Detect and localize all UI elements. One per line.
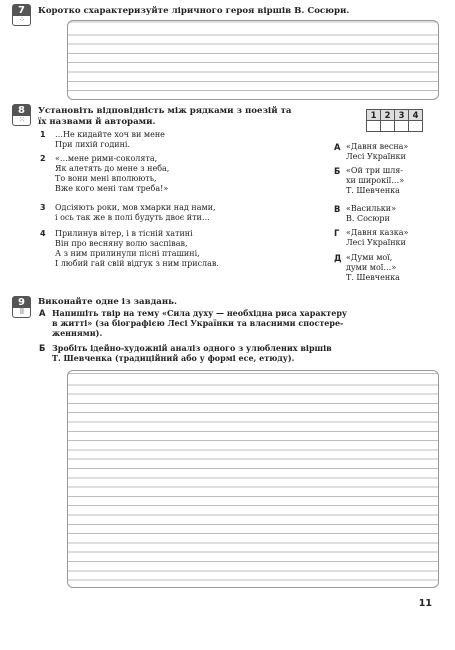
- task-prompt-line: їх назвами й авторами.: [38, 116, 156, 127]
- task-8: [12, 104, 442, 290]
- task-prompt-line: Установіть відповідність між рядками з поезій та: [38, 106, 292, 116]
- difficulty-dots-icon: ⠿: [19, 308, 24, 316]
- option-line: «Ой три шля-: [346, 166, 404, 175]
- quote-line: Вже кого мені там треба!»: [55, 184, 169, 193]
- answer-lines-box[interactable]: [67, 20, 439, 100]
- quote-line: і ось так же в полі будуть двоє йти…: [55, 213, 210, 222]
- quote-line: При лихій годині.: [55, 140, 131, 149]
- option-line: женнями).: [52, 328, 103, 338]
- answer-lines-box[interactable]: [67, 370, 439, 588]
- quote-number: 2: [40, 154, 46, 163]
- option-line: Лесі Українки: [346, 238, 406, 247]
- option-letter: Г: [334, 228, 340, 238]
- option-line: в житті» (за біографією Лесі Українки та власними спостере-: [52, 318, 344, 328]
- difficulty-dots-icon: ⁙: [19, 116, 24, 124]
- answer-grid-header: 3: [395, 110, 409, 121]
- option-line: Напишіть твір на тему «Сила духу — необхідна риса характеру: [52, 308, 348, 318]
- option-line: «Думи мої,: [346, 253, 393, 262]
- option-letter: А: [39, 308, 46, 318]
- task-number-badge: [12, 296, 31, 318]
- difficulty-dots-icon: ⁘: [19, 16, 24, 24]
- task-prompt: Виконайте одне із завдань.: [38, 297, 177, 307]
- quote-line: «…мене рими-соколята,: [55, 154, 158, 163]
- option-line: Зробіть ідейно-художній аналіз одного з улюблених віршів: [52, 343, 332, 353]
- answer-grid: [366, 109, 423, 132]
- answer-cell[interactable]: [381, 121, 395, 132]
- quote-line: Одсіяють роки, мов хмарки над нами,: [55, 203, 216, 212]
- task-number: 8: [13, 105, 30, 116]
- task-9: [12, 296, 442, 591]
- answer-cell[interactable]: [367, 121, 381, 132]
- task-prompt: Коротко схарактеризуйте ліричного героя віршів В. Сосюри.: [38, 6, 350, 16]
- quote-number: 4: [40, 229, 46, 238]
- option-line: В. Сосюри: [346, 214, 390, 223]
- quote-line: То вони мені вполюють,: [55, 174, 157, 183]
- option-letter: Б: [39, 343, 46, 353]
- quote-line: …Не кидайте хоч ви мене: [55, 130, 165, 139]
- answer-grid-header: 4: [409, 110, 423, 121]
- quote-line: І любий гай свій відгук з ним прислав.: [55, 259, 219, 268]
- answer-cell[interactable]: [395, 121, 409, 132]
- task-number: 9: [13, 297, 30, 308]
- option-line: Т. Шевченка: [346, 186, 400, 195]
- option-line: Т. Шевченка (традиційний або у формі есе, етюду).: [52, 353, 295, 363]
- task-7: [12, 4, 442, 99]
- task-number-badge: [12, 104, 31, 126]
- quote-line: Він про весняну волю заспівав,: [55, 239, 188, 248]
- answer-grid-header: 1: [367, 110, 381, 121]
- quote-number: 1: [40, 130, 46, 139]
- option-line: думи мої…»: [346, 263, 397, 272]
- quote-line: А з ним прилинули пісні пташині,: [55, 249, 200, 258]
- option-line: Т. Шевченка: [346, 273, 400, 282]
- option-line: Лесі Українки: [346, 152, 406, 161]
- page-number: 11: [418, 598, 432, 609]
- quote-line: Прилинув вітер, і в тісній хатині: [55, 229, 193, 238]
- option-letter: Б: [334, 166, 341, 176]
- quote-line: Як алетять до мене з неба,: [55, 164, 170, 173]
- option-letter: А: [334, 142, 341, 152]
- option-letter: В: [334, 204, 341, 214]
- answer-grid-header: 2: [381, 110, 395, 121]
- option-letter: Д: [334, 253, 342, 263]
- option-line: «Давня казка»: [346, 228, 409, 237]
- quote-number: 3: [40, 203, 46, 212]
- task-number-badge: [12, 4, 31, 26]
- option-line: «Васильки»: [346, 204, 397, 213]
- task-number: 7: [13, 5, 30, 16]
- option-line: «Давня весна»: [346, 142, 409, 151]
- answer-cell[interactable]: [409, 121, 423, 132]
- option-line: хи широкії…»: [346, 176, 405, 185]
